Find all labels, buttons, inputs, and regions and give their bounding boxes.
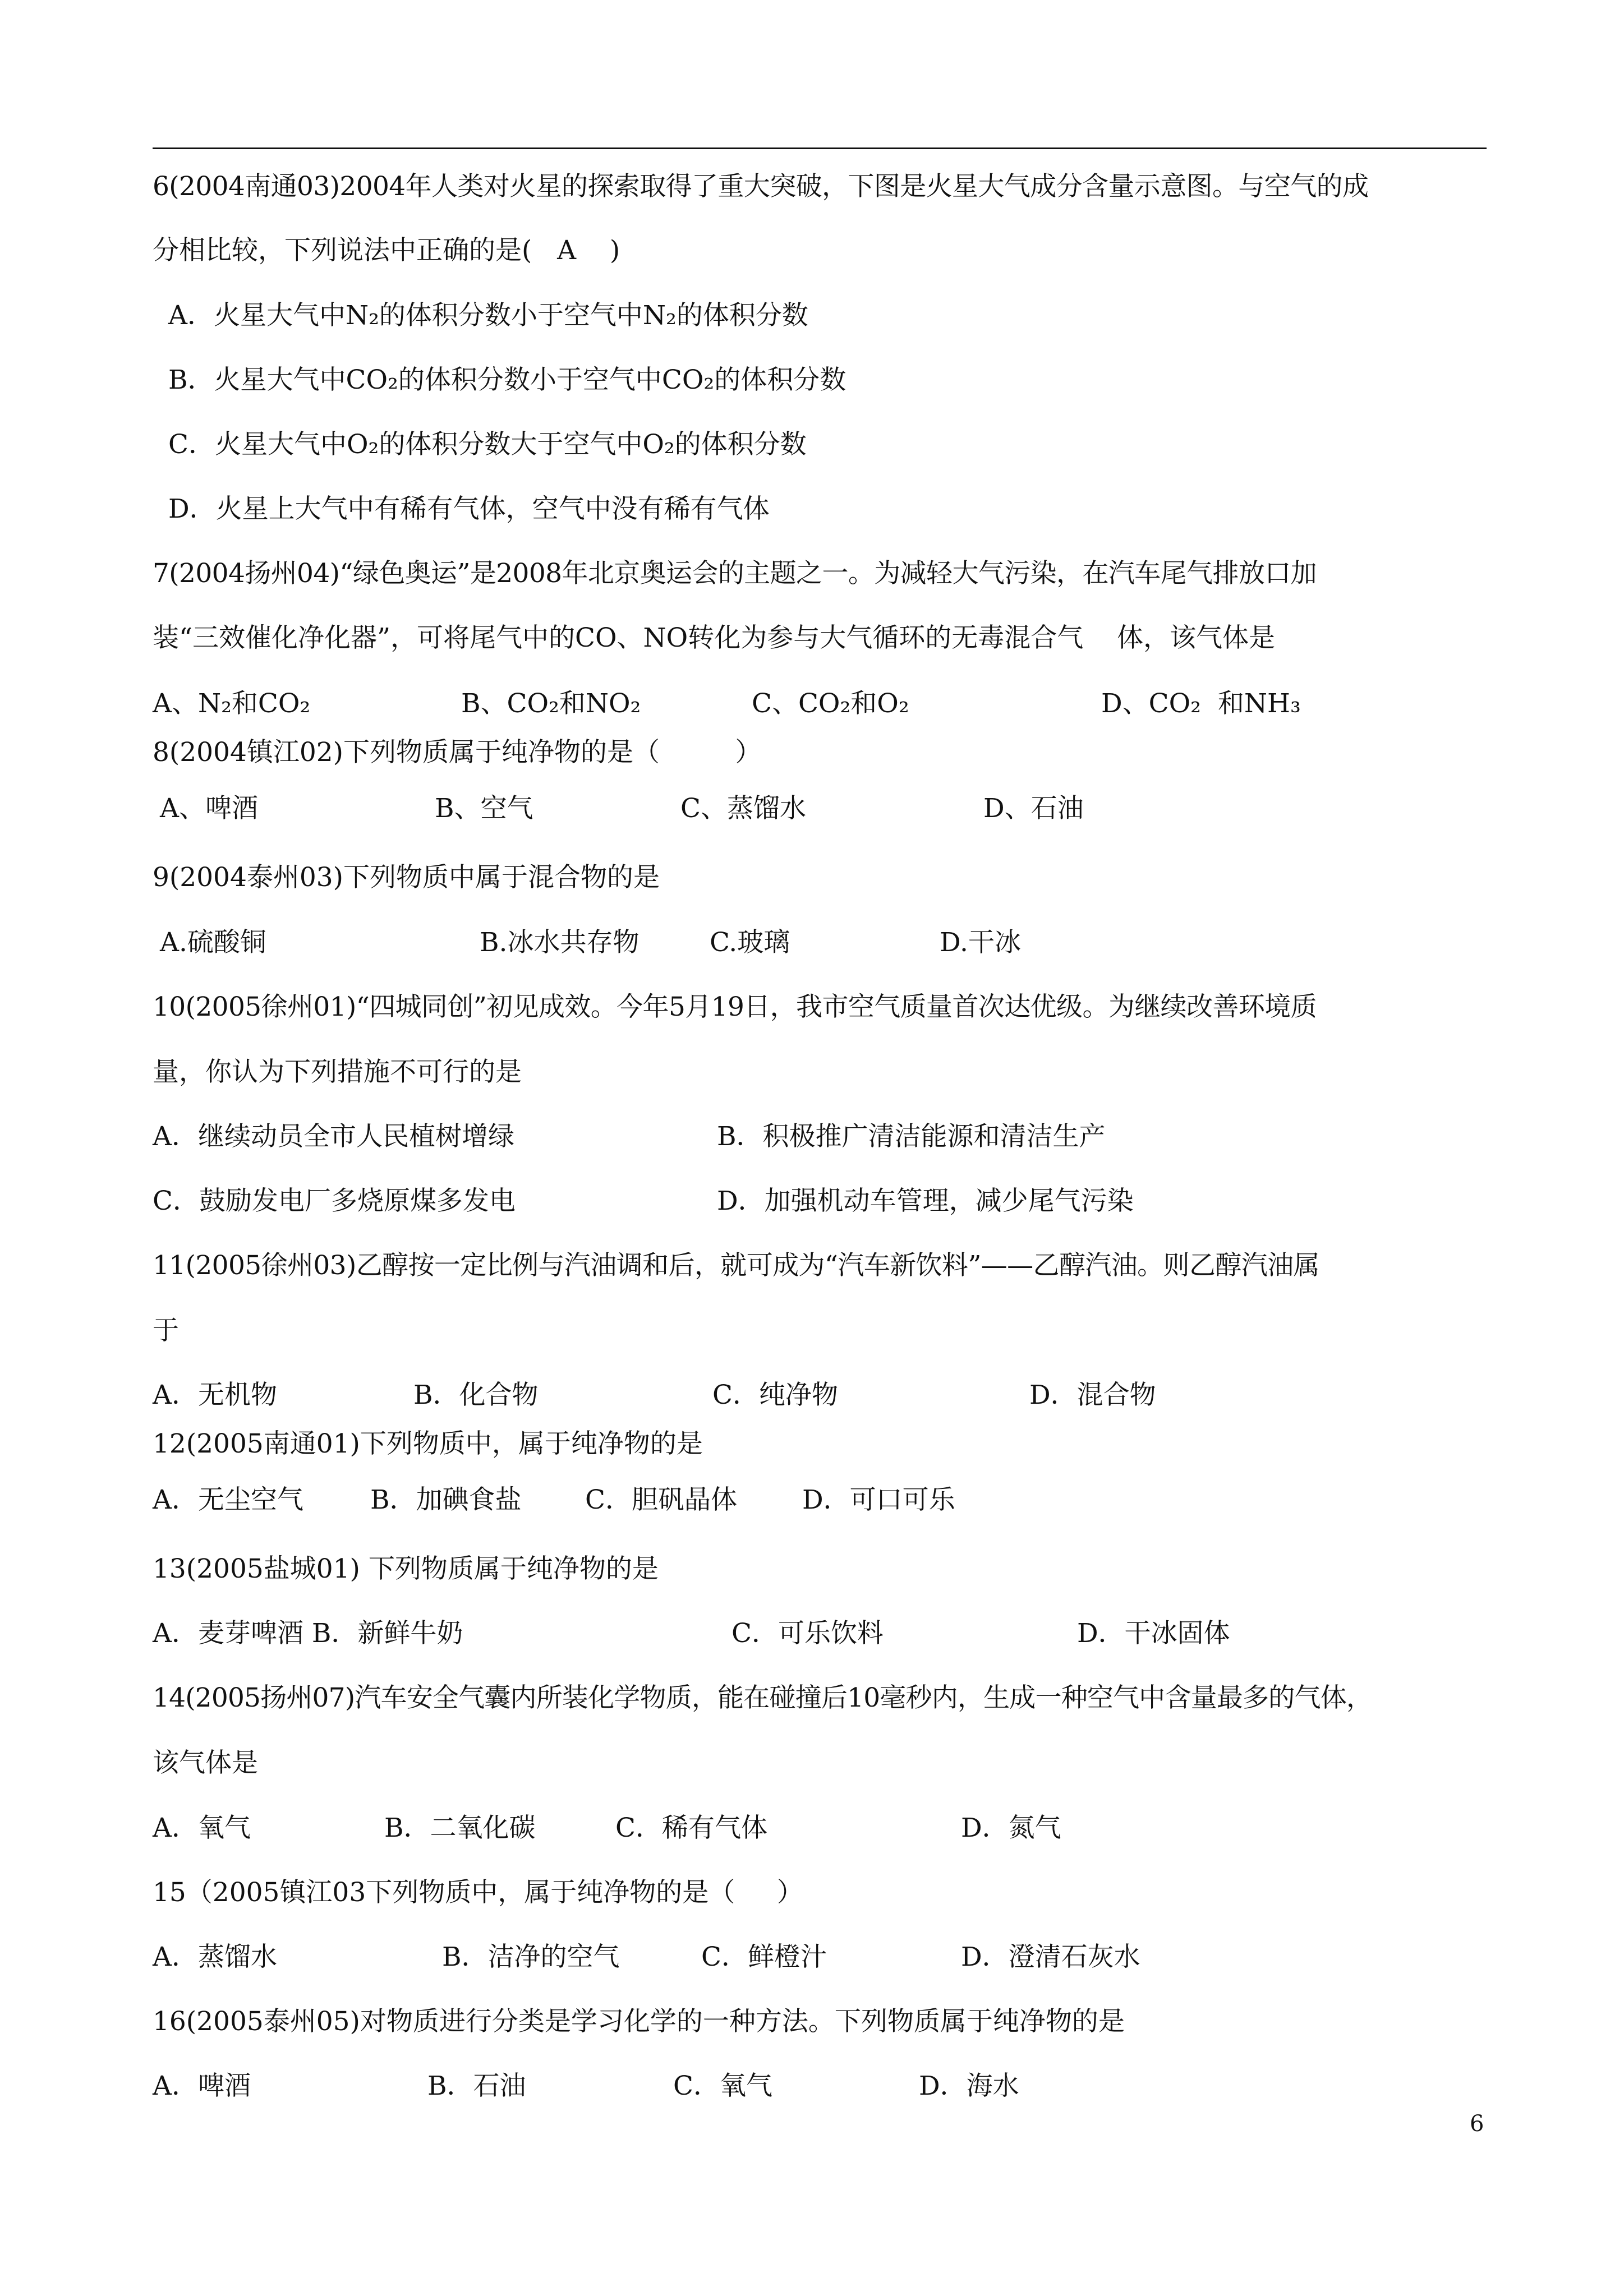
q15-option-a: A．蒸馏水 — [153, 1942, 277, 1972]
header-rule — [153, 147, 1487, 149]
q13-stem: 13(2005盐城01) 下列物质属于纯净物的是 — [153, 1553, 659, 1584]
q10-option-b: B．积极推广清洁能源和清洁生产 — [717, 1121, 1106, 1152]
q16-option-c: C．氧气 — [673, 2071, 772, 2101]
q16-option-d: D．海水 — [919, 2071, 1019, 2101]
q14-option-b: B．二氧化碳 — [384, 1813, 536, 1843]
q16-stem: 16(2005泰州05)对物质进行分类是学习化学的一种方法。下列物质属于纯净物的是 — [153, 2006, 1125, 2037]
q10-option-a: A．继续动员全市人民植树增绿 — [153, 1121, 514, 1152]
page-number: 6 — [1470, 2111, 1484, 2137]
q12-stem: 12(2005南通01)下列物质中，属于纯净物的是 — [153, 1428, 703, 1459]
q6-stem-line1: 6(2004南通03)2004年人类对火星的探索取得了重大突破，下图是火星大气成分含量示意图。与空气的成 — [153, 171, 1369, 202]
q14-option-a: A．氧气 — [153, 1813, 251, 1843]
q13-option-ab: A．麦芽啤酒 B．新鲜牛奶 — [153, 1618, 463, 1649]
q14-option-c: C．稀有气体 — [615, 1813, 767, 1843]
q12-option-a: A．无尘空气 — [153, 1484, 303, 1515]
q7-stem-line1: 7(2004扬州04)“绿色奥运”是2008年北京奥运会的主题之一。为减轻大气污染，在汽车尾气排放口加 — [153, 558, 1317, 589]
q13-option-c: C．可乐饮料 — [732, 1618, 884, 1649]
q8-option-b: B、空气 — [435, 793, 533, 824]
q15-option-c: C．鲜橙汁 — [701, 1942, 827, 1972]
q8-option-c: C、蒸馏水 — [680, 793, 806, 824]
q14-option-d: D．氮气 — [961, 1813, 1061, 1843]
q15-option-b: B．洁净的空气 — [442, 1942, 620, 1972]
q15-option-d: D．澄清石灰水 — [961, 1942, 1140, 1972]
q7-option-b: B、CO₂和NO₂ — [461, 688, 641, 719]
q10-option-c: C．鼓励发电厂多烧原煤多发电 — [153, 1186, 516, 1216]
q10-stem-line1: 10(2005徐州01)“四城同创”初见成效。今年5月19日，我市空气质量首次达优级。为继续改善环境质 — [153, 992, 1317, 1022]
q12-option-c: C．胆矾晶体 — [585, 1484, 737, 1515]
q11-option-d: D．混合物 — [1029, 1380, 1156, 1410]
q7-option-c: C、CO₂和O₂ — [752, 688, 909, 719]
q16-option-b: B．石油 — [427, 2071, 526, 2101]
q7-stem-line2: 装“三效催化净化器”，可将尾气中的CO、NO转化为参与大气循环的无毒混合气 体，该气体是 — [153, 623, 1275, 653]
q11-option-b: B．化合物 — [413, 1380, 539, 1410]
q10-stem-line2: 量，你认为下列措施不可行的是 — [153, 1057, 522, 1087]
q7-option-d: D、CO₂ 和NH₃ — [1101, 688, 1301, 719]
q16-option-a: A．啤酒 — [153, 2071, 251, 2101]
q6-option-c: C．火星大气中O₂的体积分数大于空气中O₂的体积分数 — [168, 429, 807, 460]
q6-option-d: D．火星上大气中有稀有气体，空气中没有稀有气体 — [168, 494, 770, 524]
q10-option-d: D．加强机动车管理，减少尾气污染 — [717, 1186, 1134, 1216]
q6-option-b: B．火星大气中CO₂的体积分数小于空气中CO₂的体积分数 — [168, 365, 846, 395]
q9-option-a: A.硫酸铜 — [160, 927, 266, 958]
q8-stem: 8(2004镇江02)下列物质属于纯净物的是（ ） — [153, 737, 762, 768]
q14-stem-line1: 14(2005扬州07)汽车安全气囊内所装化学物质，能在碰撞后10毫秒内，生成一种空气中含量最多的气体， — [153, 1682, 1373, 1713]
q8-option-d: D、石油 — [983, 793, 1084, 824]
q11-stem-line2: 于 — [153, 1315, 179, 1346]
q9-option-b: B.冰水共存物 — [480, 927, 640, 958]
q14-stem-line2: 该气体是 — [153, 1748, 258, 1778]
q9-option-d: D.干冰 — [940, 927, 1021, 958]
q7-option-a: A、N₂和CO₂ — [153, 688, 311, 719]
q13-option-d: D．干冰固体 — [1077, 1618, 1230, 1649]
q9-option-c: C.玻璃 — [710, 927, 790, 958]
q9-stem: 9(2004泰州03)下列物质中属于混合物的是 — [153, 862, 660, 893]
q11-option-a: A．无机物 — [153, 1380, 277, 1410]
q12-option-b: B．加碘食盐 — [370, 1484, 522, 1515]
q11-option-c: C．纯净物 — [712, 1380, 838, 1410]
q8-option-a: A、啤酒 — [160, 793, 258, 824]
q15-stem: 15（2005镇江03下列物质中，属于纯净物的是（ ） — [153, 1877, 803, 1908]
q12-option-d: D．可口可乐 — [802, 1484, 955, 1515]
q11-stem-line1: 11(2005徐州03)乙醇按一定比例与汽油调和后，就可成为“汽车新饮料”——乙醇汽油。则乙醇汽油属 — [153, 1250, 1319, 1281]
q6-option-a: A．火星大气中N₂的体积分数小于空气中N₂的体积分数 — [168, 300, 808, 331]
q6-stem-line2: 分相比较，下列说法中正确的是( A ) — [153, 235, 620, 266]
